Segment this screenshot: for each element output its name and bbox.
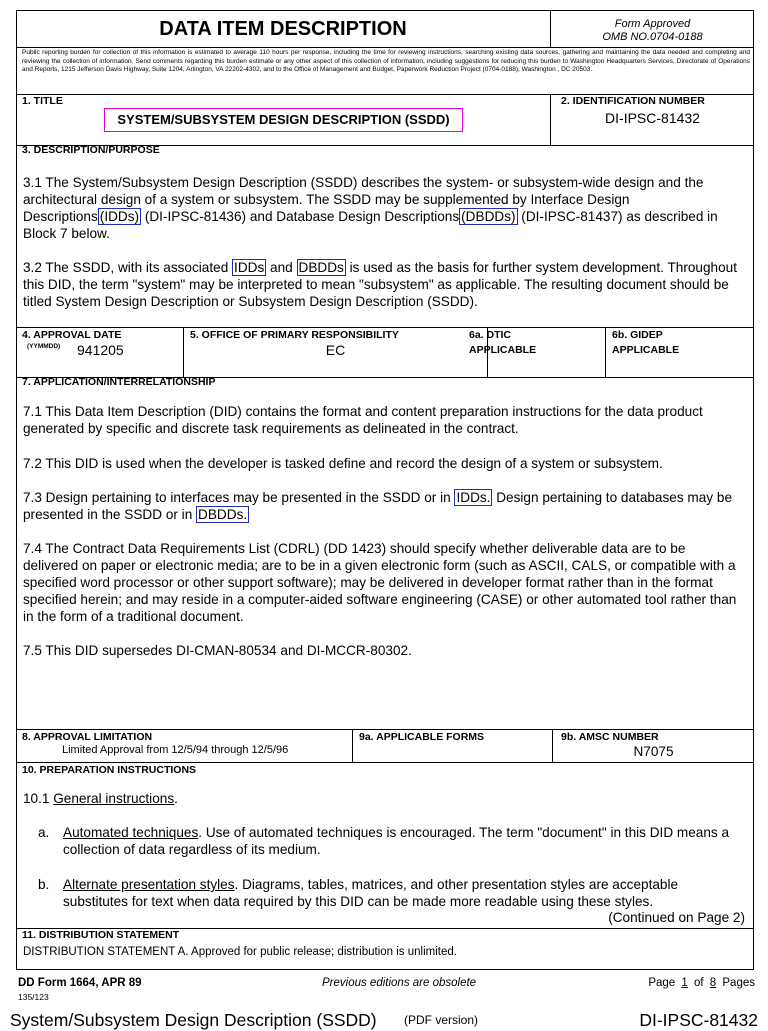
- form-number: DD Form 1664, APR 89: [18, 977, 142, 989]
- title-field[interactable]: [104, 108, 463, 132]
- distribution-statement: DISTRIBUTION STATEMENT A. Approved for public release; distribution is unlimited.: [23, 946, 457, 958]
- idd-link[interactable]: IDDs.: [456, 490, 491, 505]
- document-title: System/Subsystem Design Description (SSDD): [10, 1010, 377, 1030]
- block2-label: 2. IDENTIFICATION NUMBER: [561, 95, 705, 107]
- block11-label: 11. DISTRIBUTION STATEMENT: [22, 929, 180, 941]
- form-approved: Form Approved: [614, 18, 691, 30]
- block8-label: 8. APPROVAL LIMITATION: [22, 731, 153, 743]
- approval-limitation: Limited Approval from 12/5/94 through 12/5/96: [62, 744, 289, 756]
- block7-label: 7. APPLICATION/INTERRELATIONSHIP: [22, 376, 216, 388]
- paragraph-7-5: 7.5 This DID supersedes DI-CMAN-80534 and DI-MCCR-80302.: [23, 643, 412, 658]
- item-b-alternate-styles: Alternate presentation styles. Diagrams, tables, matrices, and other presentation styles are acceptable substitutes for text when data required by this DID can be made more readable using these styles.: [63, 877, 679, 909]
- pdf-version-note: (PDF version): [404, 1013, 479, 1027]
- dbdd-link[interactable]: (DBDDs): [461, 209, 516, 224]
- block6b-label-1: 6b. GIDEP: [612, 329, 663, 341]
- block4-label: 4. APPROVAL DATE: [22, 329, 122, 341]
- date-format-hint: (YYMMDD): [27, 343, 61, 350]
- form-title: DATA ITEM DESCRIPTION: [159, 18, 407, 40]
- block9b-label: 9b. AMSC NUMBER: [561, 731, 659, 743]
- block9a-label: 9a. APPLICABLE FORMS: [359, 731, 485, 743]
- block5-label: 5. OFFICE OF PRIMARY RESPONSIBILITY: [190, 329, 399, 341]
- page-indicator: Page 1 of 8 Pages: [648, 977, 755, 989]
- block10-label: 10. PREPARATION INSTRUCTIONS: [22, 764, 197, 776]
- item-a-automated-techniques: Automated techniques. Use of automated techniques is encouraged. The term "document" in this DID means a collection of data regardless of its medium.: [63, 825, 730, 857]
- document-id: DI-IPSC-81432: [639, 1010, 758, 1030]
- automated-techniques-link[interactable]: Automated techniques: [63, 825, 199, 840]
- paragraph-3-2: 3.2 The SSDD, with its associated IDDs and DBDDs is used as the basis for further system development. Throughout this DID, the term "system" may be interpreted to mean "subsystem" as applicable. The resulting document should be titled System Design Description or Subsystem Design Description (SSDD).: [23, 260, 737, 309]
- block6b-label-2: APPLICABLE: [612, 344, 680, 356]
- paragraph-7-2: 7.2 This DID is used when the developer is tasked define and record the design of a system or subsystem.: [23, 456, 663, 471]
- block3-label: 3. DESCRIPTION/PURPOSE: [22, 144, 160, 156]
- title-value: SYSTEM/SUBSYSTEM DESIGN DESCRIPTION (SSDD): [117, 112, 450, 127]
- item-a-marker: a.: [38, 825, 50, 840]
- paragraph-7-4: 7.4 The Contract Data Requirements List (CDRL) (DD 1423) should specify whether deliverable data are to be delivered on paper or electronic media; are to be in a given electronic form (such as ASCII, CALS, or compatible with a specified word processor or other support software); may be delivered in developer format rather than in the format specified herein; and may reside in a computer-aided software engineering (CASE) or other automated tool rather than in the form of a traditional document.: [23, 541, 737, 624]
- paragraph-7-3: 7.3 Design pertaining to interfaces may be presented in the SSDD or in IDDs. Design pertaining to databases may be presented in the SSDD or in DBDDs.: [23, 490, 733, 522]
- block6a-label-2: APPLICABLE: [469, 344, 537, 356]
- alternate-presentation-styles-link[interactable]: Alternate presentation styles: [63, 877, 235, 892]
- omb-number: OMB NO.0704-0188: [602, 31, 703, 43]
- burden-notice: Public reporting burden for collection of this information is estimated to average 110 hours per response, including the time for reviewing instructions, searching existing data sources, gathering and maintaining the data needed and completing and reviewing the collection of information. Send comments regarding this burden estimate or any other aspect of this collection of information, including suggestions for reducing this burden to Washington Headquarters Services, Directorate of Operations and Reports, 1215 Jefferson Davis Highway, Suite 1204, Arlington, VA 22202-4302, and to the Office of Management and Budget, Paperwork Reduction Project (0704-0188), Washington , DC 20503.: [22, 49, 750, 74]
- page-number: 1: [681, 977, 688, 989]
- paragraph-3-1: 3.1 The System/Subsystem Design Description (SSDD) describes the system- or subsystem-wide design and the architectural design of a system or subsystem. The SSDD may be supplemented by Interface Design Descriptions (IDDs) (DI-IPSC-81436) and Database Design Descriptions (DBDDs) (DI-IPSC-81437) as described in Block 7 below.: [23, 175, 718, 241]
- general-instructions-link[interactable]: General instructions: [53, 791, 175, 806]
- form-code: 135/123: [18, 992, 49, 1002]
- idd-link[interactable]: (IDDs): [99, 209, 140, 224]
- dbdd-link[interactable]: DBDDs: [298, 260, 344, 275]
- approval-date: 941205: [77, 342, 124, 358]
- identification-number: DI-IPSC-81432: [605, 110, 700, 126]
- block1-label: 1. TITLE: [22, 95, 63, 107]
- page-total: 8: [709, 977, 717, 989]
- amsc-number: N7075: [633, 744, 674, 759]
- office-primary-responsibility: EC: [325, 342, 346, 358]
- paragraph-7-1: 7.1 This Data Item Description (DID) contains the format and content preparation instructions for the data product generated by specific and discrete task requirements as delineated in the contract.: [23, 404, 703, 436]
- paragraph-10-1: 10.1 General instructions.: [23, 791, 178, 806]
- block6a-label-1: 6a. DTIC: [469, 329, 512, 341]
- idd-link[interactable]: IDDs: [234, 260, 265, 275]
- obsolete-note: Previous editions are obsolete: [322, 977, 477, 989]
- continued-note: (Continued on Page 2): [608, 910, 745, 925]
- dbdd-link[interactable]: DBDDs.: [198, 507, 248, 522]
- item-b-marker: b.: [38, 877, 50, 892]
